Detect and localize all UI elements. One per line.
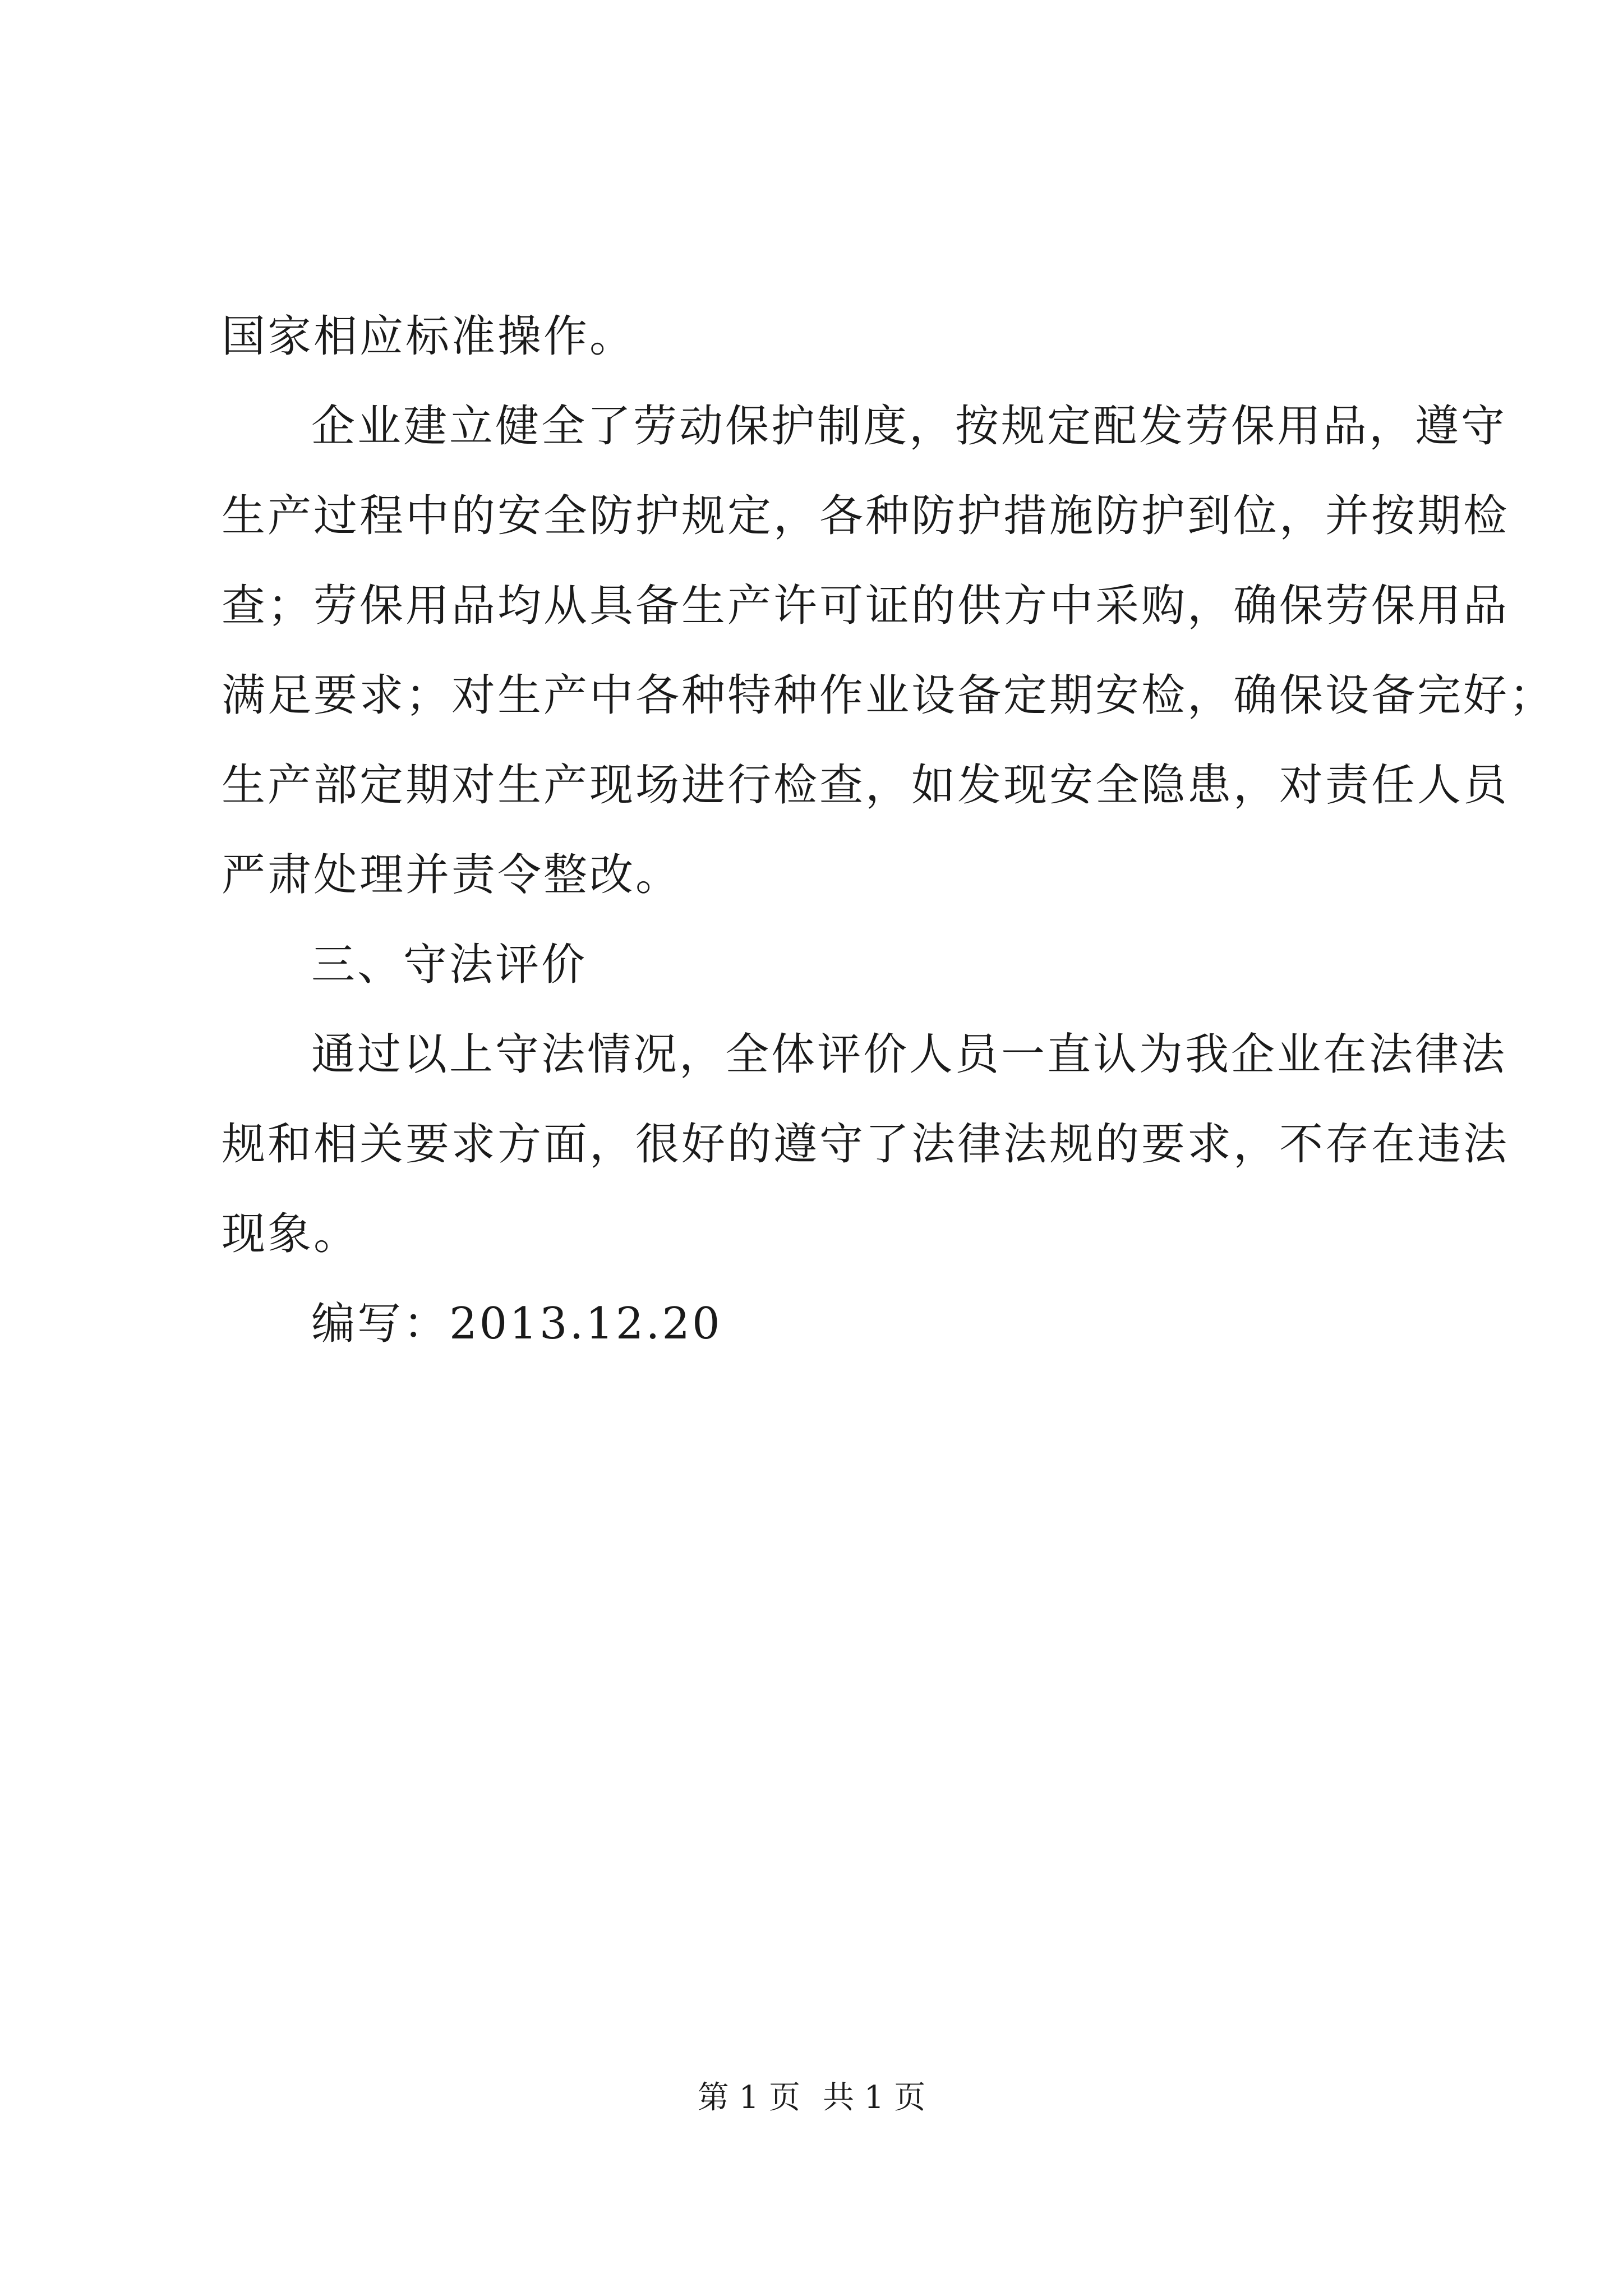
page-footer <box>0 2076 1623 2120</box>
paragraph-line: 严肃处理并责令整改。 <box>222 850 682 900</box>
page-total: 共 1 页 <box>823 2079 926 2116</box>
paragraph-line: 查；劳保用品均从具备生产许可证的供方中采购，确保劳保用品 <box>222 581 1510 631</box>
paragraph-line: 现象。 <box>222 1209 360 1259</box>
text-line: 国家相应标准操作。 <box>222 311 636 362</box>
paragraph-line: 通过以上守法情况，全体评价人员一直认为我企业在法律法 <box>311 1029 1507 1080</box>
page-number: 第 1 页 <box>697 2079 800 2116</box>
paragraph-line: 生产部定期对生产现场进行检查，如发现安全隐患，对责任人员 <box>222 760 1510 811</box>
document-body <box>222 292 1556 1369</box>
paragraph-line: 规和相关要求方面，很好的遵守了法律法规的要求，不存在违法 <box>222 1119 1510 1170</box>
section-heading: 三、守法评价 <box>311 940 588 990</box>
author-date-line: 编写：2013.12.20 <box>311 1299 722 1349</box>
paragraph-line: 企业建立健全了劳动保护制度，按规定配发劳保用品，遵守 <box>311 401 1507 452</box>
paragraph-line: 满足要求；对生产中各种特种作业设备定期安检，确保设备完好； <box>222 670 1556 721</box>
paragraph-line: 生产过程中的安全防护规定，各种防护措施防护到位，并按期检 <box>222 491 1510 541</box>
